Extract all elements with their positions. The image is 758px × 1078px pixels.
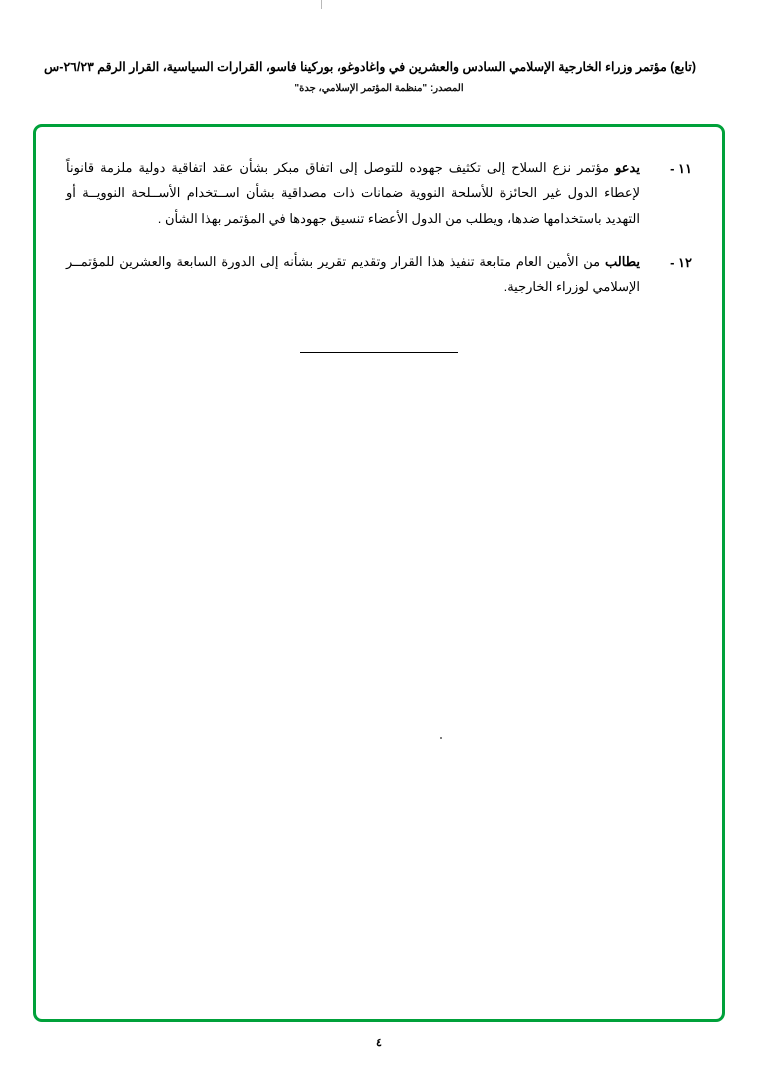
clause-lead-word: يطالب: [605, 254, 640, 270]
clause-text: [66, 249, 640, 300]
clause-body-text: مؤتمر نزع السلاح إلى تكثيف جهوده للتوصل إلى اتفاق مبكر بشأن عقد اتفاقية دولية ملزمة قانوناً لإعطاء الدول غير الحائزة للأسلحة النووية ضمانات ذات مصداقية بشأن اســتخدام الأســلحة النوويــة أو التهديد باستخدامها ضدها، ويطلب من الدول الأعضاء تنسيق جهودها في المؤتمر بهذا الشأن .: [66, 160, 640, 226]
header-title: (تابع) مؤتمر وزراء الخارجية الإسلامي السادس والعشرين في واغادوغو، بوركينا فاسو، القرارات السياسية، القرار الرقم ٢٦/٢٣-س: [44, 60, 696, 74]
page-header: [44, 58, 696, 96]
clause-lead-word: يدعو: [615, 160, 640, 175]
clause-item: [66, 249, 692, 300]
clause-body-text: من الأمين العام متابعة تنفيذ هذا القرار وتقديم تقرير بشأنه إلى الدورة السابعة والعشرين للمؤتمــر الإسلامي لوزراء الخارجية.: [66, 254, 640, 295]
clause-text: [66, 155, 640, 231]
scan-tick-mark: [321, 0, 322, 9]
clause-number: ١٢ -: [670, 255, 692, 271]
header-source: المصدر: "منظمة المؤتمر الإسلامي، جدة": [294, 82, 464, 94]
divider-line: [300, 352, 458, 353]
clause-item: [66, 155, 692, 231]
document-body: [66, 155, 692, 362]
page-number: ٤: [376, 1037, 382, 1049]
scan-artifact-dot: [440, 737, 442, 739]
clause-number: ١١ -: [670, 161, 692, 176]
section-divider: [66, 344, 692, 362]
content-frame: [33, 124, 725, 1022]
